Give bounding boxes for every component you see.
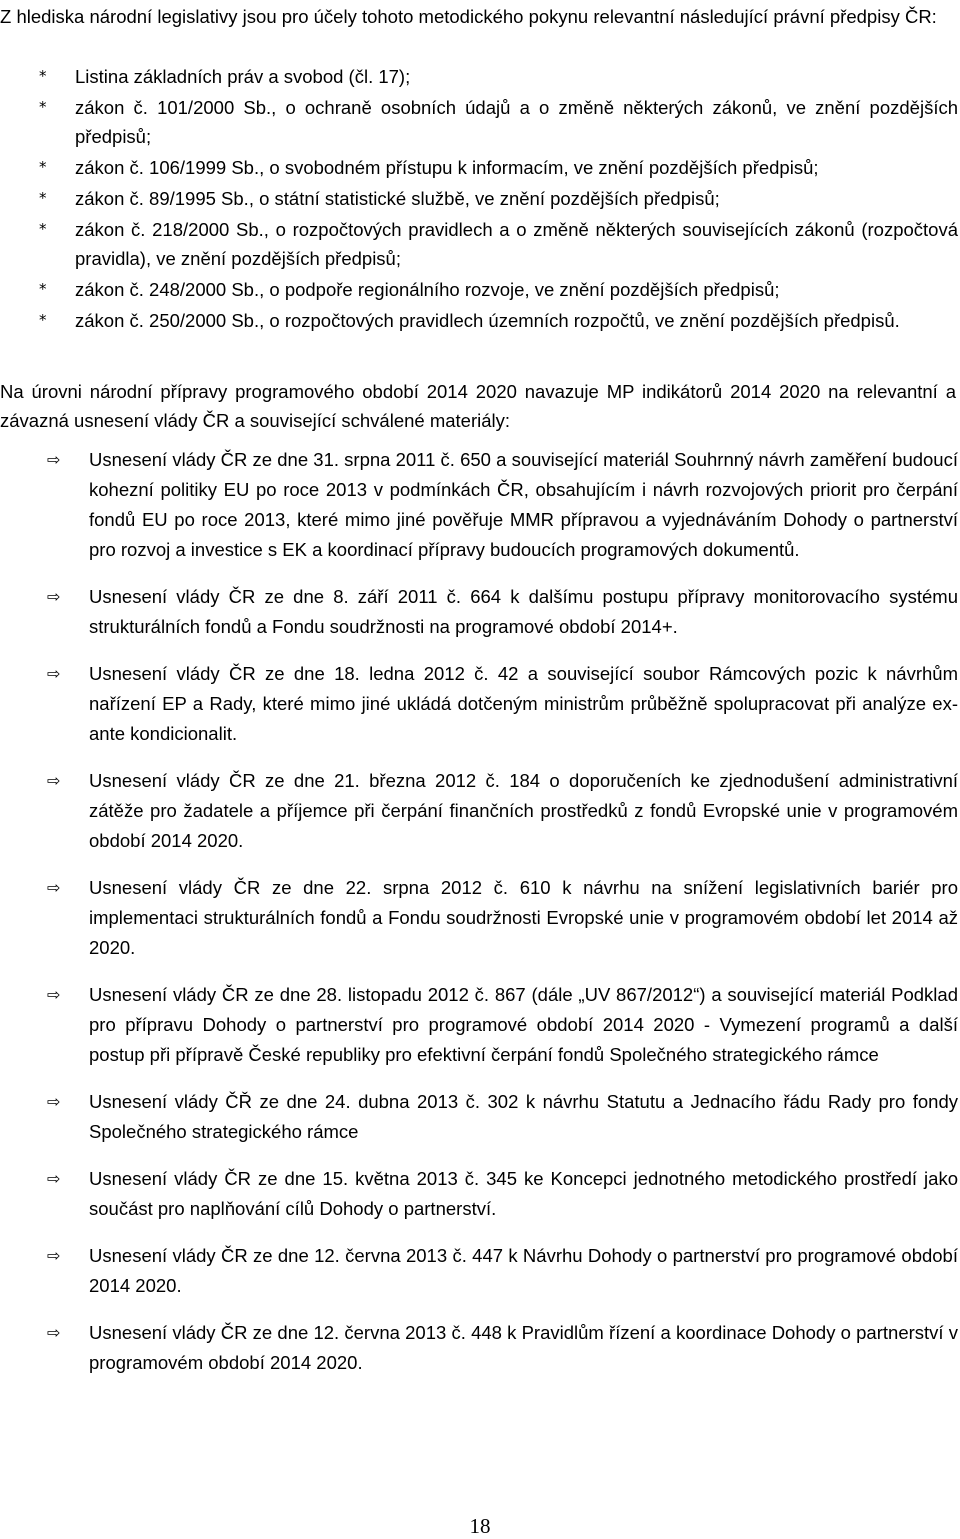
list-item bbox=[0, 445, 958, 565]
asterisk-bullet-icon: * bbox=[39, 98, 47, 116]
list-item-text: Usnesení vlády ČR ze dne 15. května 2013 č. 345 ke Koncepci jednotného metodického prostředí jako součást pro naplňování cílů Dohody o partnerství. bbox=[89, 1168, 958, 1219]
arrow-right-icon: ⇨ bbox=[47, 450, 61, 469]
asterisk-bullet-icon: * bbox=[39, 189, 47, 207]
list-item-text: Usnesení vlády ČŘ ze dne 24. dubna 2013 č. 302 k návrhu Statutu a Jednacího řádu Rady pro fondy Společného strategického rámce bbox=[89, 1091, 958, 1142]
intro-legislation-paragraph: Z hlediska národní legislativy jsou pro účely tohoto metodického pokynu relevantní následující právní předpisy ČR: bbox=[0, 6, 937, 27]
list-item bbox=[0, 1164, 958, 1224]
list-item bbox=[0, 766, 958, 856]
list-item bbox=[0, 980, 958, 1070]
asterisk-bullet-icon: * bbox=[39, 220, 47, 238]
list-item-text: zákon č. 250/2000 Sb., o rozpočtových pravidlech územních rozpočtů, ve znění pozdějších předpisů. bbox=[75, 310, 900, 331]
list-item bbox=[0, 184, 958, 213]
list-item-text: Usnesení vlády ČR ze dne 8. září 2011 č. 664 k dalšímu postupu přípravy monitorovacího systému strukturálních fondů a Fondu soudržnosti na programové období 2014+. bbox=[89, 586, 958, 637]
list-item bbox=[0, 1087, 958, 1147]
list-item bbox=[0, 93, 958, 151]
list-item-text: zákon č. 101/2000 Sb., o ochraně osobních údajů a o změně některých zákonů, ve znění pozdějších předpisů; bbox=[75, 97, 958, 147]
list-item bbox=[0, 582, 958, 642]
list-item-text: Usnesení vlády ČR ze dne 12. června 2013 č. 448 k Pravidlům řízení a koordinace Dohody o partnerství v programovém období 2014 2020. bbox=[89, 1322, 958, 1373]
list-item bbox=[0, 659, 958, 749]
arrow-right-icon: ⇨ bbox=[47, 878, 61, 897]
list-item bbox=[0, 1318, 958, 1378]
page-number: 18 bbox=[469, 1514, 491, 1538]
list-item-text: Usnesení vlády ČR ze dne 22. srpna 2012 č. 610 k návrhu na snížení legislativních bariér pro implementaci strukturálních fondů a Fondu soudržnosti Evropské unie v programovém období let 2014 až 2020. bbox=[89, 877, 958, 958]
intro-resolutions-paragraph: Na úrovni národní přípravy programového období 2014 2020 navazuje MP indikátorů 2014 2020 na relevantní a závazná usnesení vlády ČR a související schválené materiály: bbox=[0, 381, 956, 431]
list-item-text: Usnesení vlády ČR ze dne 31. srpna 2011 č. 650 a související materiál Souhrnný návrh zaměření budoucí kohezní politiky EU po roce 2013 v podmínkách ČR, obsahujícím i návrh rozvojových priorit pro čerpání fondů EU po roce 2013, které mimo jiné pověřuje MMR přípravou a vyjednáváním Dohody o partnerství pro rozvoj a investice s EK a koordinací přípravy budoucích programových dokumentů. bbox=[89, 449, 958, 560]
asterisk-bullet-icon: * bbox=[39, 311, 47, 329]
list-item-text: Usnesení vlády ČR ze dne 18. ledna 2012 č. 42 a související soubor Rámcových pozic k návrhům nařízení EP a Rady, které mimo jiné ukládá dotčeným ministrům průběžně spolupracovat při analýze ex-ante kondicionalit. bbox=[89, 663, 958, 744]
list-item-text: Usnesení vlády ČR ze dne 21. března 2012 č. 184 o doporučeních ke zjednodušení administrativní zátěže pro žadatele a příjemce při čerpání finančních prostředků z fondů Evropské unie v programovém období 2014 2020. bbox=[89, 770, 958, 851]
asterisk-bullet-icon: * bbox=[39, 280, 47, 298]
arrow-right-icon: ⇨ bbox=[47, 985, 61, 1004]
list-item-text: zákon č. 248/2000 Sb., o podpoře regionálního rozvoje, ve znění pozdějších předpisů; bbox=[75, 279, 780, 300]
asterisk-bullet-icon: * bbox=[39, 158, 47, 176]
list-item-text: Listina základních práv a svobod (čl. 17); bbox=[75, 66, 411, 87]
arrow-right-icon: ⇨ bbox=[47, 664, 61, 683]
list-item bbox=[0, 1241, 958, 1301]
resolutions-list bbox=[0, 445, 958, 1395]
list-item-text: Usnesení vlády ČR ze dne 12. června 2013 č. 447 k Návrhu Dohody o partnerství pro programové období 2014 2020. bbox=[89, 1245, 958, 1296]
list-item bbox=[0, 62, 958, 91]
arrow-right-icon: ⇨ bbox=[47, 771, 61, 790]
arrow-right-icon: ⇨ bbox=[47, 1246, 61, 1265]
list-item-text: zákon č. 106/1999 Sb., o svobodném přístupu k informacím, ve znění pozdějších předpisů; bbox=[75, 157, 819, 178]
arrow-right-icon: ⇨ bbox=[47, 1169, 61, 1188]
list-item-text: zákon č. 218/2000 Sb., o rozpočtových pravidlech a o změně některých souvisejících zákonů (rozpočtová pravidla), ve znění pozdějších předpisů; bbox=[75, 219, 958, 269]
list-item bbox=[0, 306, 958, 335]
list-item bbox=[0, 275, 958, 304]
list-item-text: zákon č. 89/1995 Sb., o státní statistické službě, ve znění pozdějších předpisů; bbox=[75, 188, 720, 209]
arrow-right-icon: ⇨ bbox=[47, 587, 61, 606]
list-item bbox=[0, 873, 958, 963]
asterisk-bullet-icon: * bbox=[39, 67, 47, 85]
list-item-text: Usnesení vlády ČR ze dne 28. listopadu 2012 č. 867 (dále „UV 867/2012“) a související materiál Podklad pro přípravu Dohody o partnerství pro programové období 2014 2020 - Vymezení programů a další postup při přípravě České republiky pro efektivní čerpání fondů Společného strategického rámce bbox=[89, 984, 958, 1065]
arrow-right-icon: ⇨ bbox=[47, 1323, 61, 1342]
legislation-list bbox=[0, 62, 958, 337]
list-item bbox=[0, 153, 958, 182]
list-item bbox=[0, 215, 958, 273]
arrow-right-icon: ⇨ bbox=[47, 1092, 61, 1111]
